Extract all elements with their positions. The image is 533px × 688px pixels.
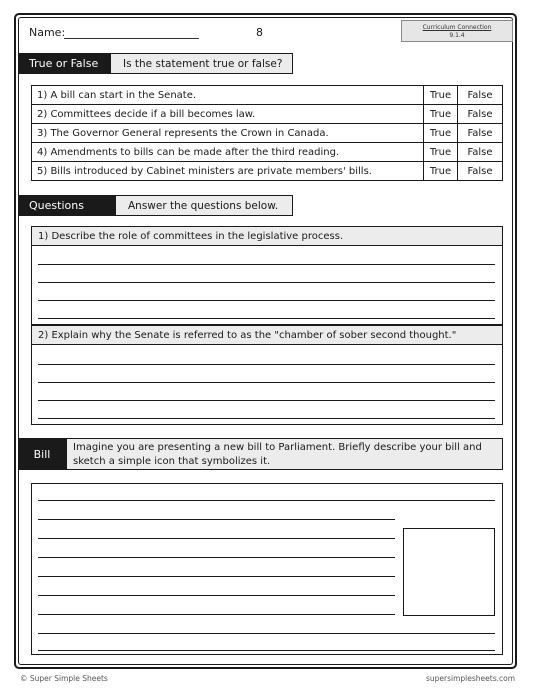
- curriculum-code: 9.1.4: [449, 32, 465, 39]
- answer-line[interactable]: [38, 318, 495, 319]
- table-row: [32, 162, 503, 181]
- true-option[interactable]: True: [424, 162, 458, 181]
- curriculum-connection-box: [401, 20, 513, 42]
- page-number: 8: [256, 26, 263, 39]
- answer-line[interactable]: [38, 364, 495, 365]
- statement-text: 3) The Governor General represents the Crown in Canada.: [32, 124, 424, 143]
- true-false-tab: True or False: [18, 53, 110, 74]
- table-row: [32, 86, 503, 105]
- statement-text: 5) Bills introduced by Cabinet ministers are private members' bills.: [32, 162, 424, 181]
- answer-line[interactable]: [38, 538, 395, 539]
- statement-text: 2) Committees decide if a bill becomes law.: [32, 105, 424, 124]
- true-option[interactable]: True: [424, 105, 458, 124]
- answer-line[interactable]: [38, 400, 495, 401]
- statement-text: 1) A bill can start in the Senate.: [32, 86, 424, 105]
- question-text: 2) Explain why the Senate is referred to as the "chamber of sober second thought.": [32, 326, 502, 345]
- answer-line[interactable]: [38, 500, 495, 501]
- table-row: [32, 105, 503, 124]
- answer-line[interactable]: [38, 576, 395, 577]
- footer-website[interactable]: supersimplesheets.com: [425, 674, 515, 683]
- statement-text: 4) Amendments to bills can be made after the third reading.: [32, 143, 424, 162]
- false-option[interactable]: False: [458, 162, 503, 181]
- question-box-2: [31, 325, 503, 425]
- bill-prompt: Imagine you are presenting a new bill to Parliament. Briefly describe your bill and sketch a simple icon that symbolizes it.: [66, 438, 503, 470]
- answer-line[interactable]: [38, 382, 495, 383]
- answer-line[interactable]: [38, 418, 495, 419]
- answer-line[interactable]: [38, 519, 395, 520]
- true-option[interactable]: True: [424, 124, 458, 143]
- answer-line[interactable]: [38, 633, 495, 634]
- curriculum-connection-title: Curriculum Connection: [422, 24, 492, 31]
- questions-prompt: Answer the questions below.: [115, 195, 293, 216]
- questions-tab: Questions: [18, 195, 115, 216]
- true-option[interactable]: True: [424, 143, 458, 162]
- question-text: 1) Describe the role of committees in the legislative process.: [32, 227, 502, 246]
- true-option[interactable]: True: [424, 86, 458, 105]
- answer-line[interactable]: [38, 557, 395, 558]
- answer-line[interactable]: [38, 282, 495, 283]
- answer-line[interactable]: [38, 650, 495, 651]
- answer-line[interactable]: [38, 264, 495, 265]
- bill-tab: Bill: [18, 438, 66, 470]
- false-option[interactable]: False: [458, 105, 503, 124]
- name-label: Name:: [29, 26, 66, 39]
- question-box-1: [31, 226, 503, 325]
- answer-line[interactable]: [38, 300, 495, 301]
- false-option[interactable]: False: [458, 86, 503, 105]
- footer-copyright: © Super Simple Sheets: [20, 674, 108, 683]
- icon-sketch-box[interactable]: [403, 528, 495, 616]
- table-row: [32, 124, 503, 143]
- name-field-line[interactable]: [64, 38, 199, 39]
- false-option[interactable]: False: [458, 124, 503, 143]
- answer-line[interactable]: [38, 614, 395, 615]
- true-false-prompt: Is the statement true or false?: [110, 53, 293, 74]
- table-row: [32, 143, 503, 162]
- answer-line[interactable]: [38, 595, 395, 596]
- false-option[interactable]: False: [458, 143, 503, 162]
- true-false-table: [31, 85, 503, 181]
